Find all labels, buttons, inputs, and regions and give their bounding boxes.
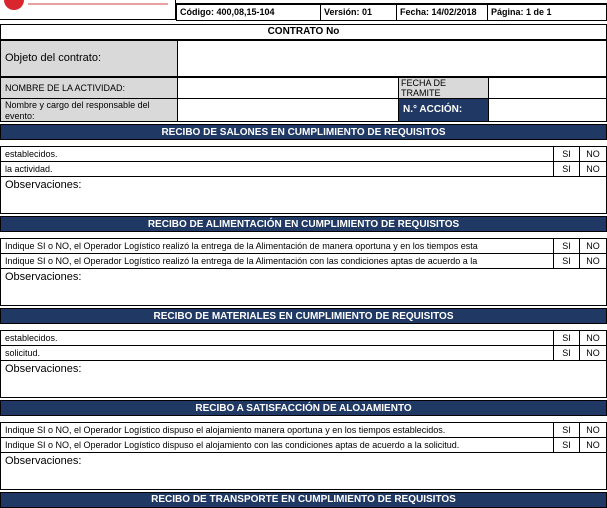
codigo-cell: Código: 400,08,15-104 <box>176 4 321 21</box>
section-row: la actividad. <box>0 161 554 177</box>
yes-checkbox[interactable]: SI <box>553 345 580 361</box>
objeto-field[interactable] <box>177 40 607 77</box>
no-checkbox[interactable]: NO <box>579 345 607 361</box>
no-checkbox[interactable]: NO <box>579 437 607 453</box>
section-row: Indique SI o NO, el Operador Logístico realizó la entrega de la Alimentación de manera oportuna y en los tiempos esta <box>0 238 554 254</box>
no-checkbox[interactable]: NO <box>579 253 607 269</box>
yes-checkbox[interactable]: SI <box>553 146 580 162</box>
observaciones-field[interactable]: Observaciones: <box>0 360 607 398</box>
no-checkbox[interactable]: NO <box>579 238 607 254</box>
actividad-label: NOMBRE DE LA ACTIVIDAD: <box>0 77 178 99</box>
accion-label: N.° ACCIÓN: <box>398 98 489 122</box>
no-checkbox[interactable]: NO <box>579 422 607 438</box>
responsable-field[interactable] <box>177 98 399 122</box>
section-row: establecidos. <box>0 146 554 162</box>
no-checkbox[interactable]: NO <box>579 161 607 177</box>
observaciones-field[interactable]: Observaciones: <box>0 268 607 306</box>
section-title-transporte: RECIBO DE TRANSPORTE EN CUMPLIMIENTO DE REQUISITOS <box>0 492 607 508</box>
responsable-label: Nombre y cargo del responsable del evento: <box>0 98 178 122</box>
yes-checkbox[interactable]: SI <box>553 422 580 438</box>
no-checkbox[interactable]: NO <box>579 330 607 346</box>
fecha-cell: Fecha: 14/02/2018 <box>396 4 488 21</box>
yes-checkbox[interactable]: SI <box>553 238 580 254</box>
section-row: Indique SI o NO, el Operador Logístico realizó la entrega de la Alimentación con las condiciones aptas de acuerdo a la <box>0 253 554 269</box>
objeto-label: Objeto del contrato: <box>0 40 178 77</box>
yes-checkbox[interactable]: SI <box>553 253 580 269</box>
observaciones-field[interactable]: Observaciones: <box>0 176 607 214</box>
version-cell: Versión: 01 <box>320 4 397 21</box>
section-row: establecidos. <box>0 330 554 346</box>
pagina-cell: Página: 1 de 1 <box>487 4 607 21</box>
logo-icon <box>4 0 24 10</box>
accion-field[interactable] <box>488 98 607 122</box>
fecha-tramite-field[interactable] <box>488 77 607 99</box>
section-title-materiales: RECIBO DE MATERIALES EN CUMPLIMIENTO DE REQUISITOS <box>0 308 607 324</box>
yes-checkbox[interactable]: SI <box>553 161 580 177</box>
actividad-field[interactable] <box>177 77 399 99</box>
fecha-tramite-label: FECHA DE TRAMITE <box>398 77 489 99</box>
section-title-salones: RECIBO DE SALONES EN CUMPLIMIENTO DE REQUISITOS <box>0 124 607 140</box>
section-title-alimentacion: RECIBO DE ALIMENTACIÓN EN CUMPLIMIENTO DE REQUISITOS <box>0 216 607 232</box>
section-row: solicitud. <box>0 345 554 361</box>
yes-checkbox[interactable]: SI <box>553 437 580 453</box>
contrato-title: CONTRATO No <box>0 24 607 40</box>
no-checkbox[interactable]: NO <box>579 146 607 162</box>
section-row: Indique SI o NO, el Operador Logístico dispuso el alojamiento manera oportuna y en los tiempos establecidos. <box>0 422 554 438</box>
yes-checkbox[interactable]: SI <box>553 330 580 346</box>
logo-area <box>0 0 176 20</box>
observaciones-field[interactable]: Observaciones: <box>0 452 607 490</box>
logo-underline <box>28 3 168 5</box>
section-row: Indique SI o NO, el Operador Logístico dispuso el alojamiento con las condiciones aptas de acuerdo a la solicitud. <box>0 437 554 453</box>
section-title-alojamiento: RECIBO A SATISFACCIÓN DE ALOJAMIENTO <box>0 400 607 416</box>
